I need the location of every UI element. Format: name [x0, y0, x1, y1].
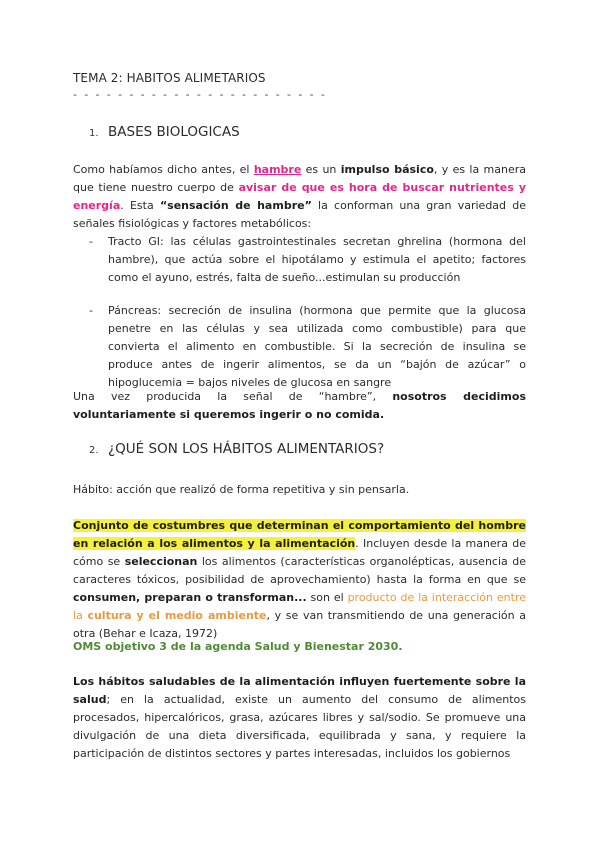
section-1-intro: Como habíamos dicho antes, el hambre es un impulso básico, y es la manera que tiene nuestro cuerpo de avisar de que es hora de buscar nutrientes y energía. Esta “sensación de hambre” la conforman una gran variedad de señales fisiológicas y factores metabólicos:: [73, 163, 527, 230]
section-2-heading: ¿QUÉ SON LOS HÁBITOS ALIMENTARIOS?: [108, 441, 385, 457]
section-2-paragraph: Conjunto de costumbres que determinan el comportamiento del hombre en relación a los alimentos y la alimentación. Incluyen desde la manera de cómo se seleccionan los alimentos (características organolépticas, ausencia de caracteres tóxicos, posibilidad de aprovechamiento) hasta la forma en que se consumen, preparan o transforman... son el producto de la interacción entre la cultura y el medio ambiente, y se van transmitiendo de una generación a otra (Behar e Icaza, 1972): [73, 519, 526, 640]
section-2-number: 2.: [89, 445, 99, 456]
oms-heading: OMS objetivo 3 de la agenda Salud y Bienestar 2030.: [73, 640, 403, 653]
section-1-closing: Una vez producida la señal de “hambre”, nosotros decidimos voluntariamente si queremos ingerir o no comida.: [73, 390, 527, 421]
title-separator: - - - - - - - - - - - - - - - - - - - - - - -: [73, 88, 327, 101]
section-1-heading: BASES BIOLOGICAS: [108, 124, 240, 140]
oms-paragraph: Los hábitos saludables de la alimentación influyen fuertemente sobre la salud; en la actualidad, existe un aumento del consumo de alimentos procesados, hipercalóricos, grasa, azúcares libres y sal/sodio. Se promueve una divulgación de una dieta diversificada, equilibrada y sana, y requiere la participación de distintos sectores y partes interesadas, incluidos los gobiernos: [73, 675, 526, 760]
section-1-number: 1.: [89, 128, 99, 139]
bullet-tracto-gi: Tracto GI: las células gastrointestinales secretan ghrelina (hormona del hambre), que actúa sobre el hipotálamo y estimula el apetito; factores como el ayuno, estrés, falta de sueño...estimulan su producción: [108, 235, 526, 284]
habit-definition: Hábito: acción que realizó de forma repetitiva y sin pensarla.: [73, 483, 410, 496]
bullet-pancreas: Páncreas: secreción de insulina (hormona que permite que la glucosa penetre en las células y sea utilizada como combustible) para que convierta el alimento en combustible. Si la secreción de insulina se produce antes de ingerir alimentos, se da un “bajón de azúcar” o hipoglucemia = bajos niveles de glucosa en sangre: [108, 304, 526, 389]
bullet-marker: -: [89, 235, 93, 248]
page-title: TEMA 2: HABITOS ALIMETARIOS: [73, 71, 266, 85]
bullet-marker: -: [89, 304, 93, 317]
